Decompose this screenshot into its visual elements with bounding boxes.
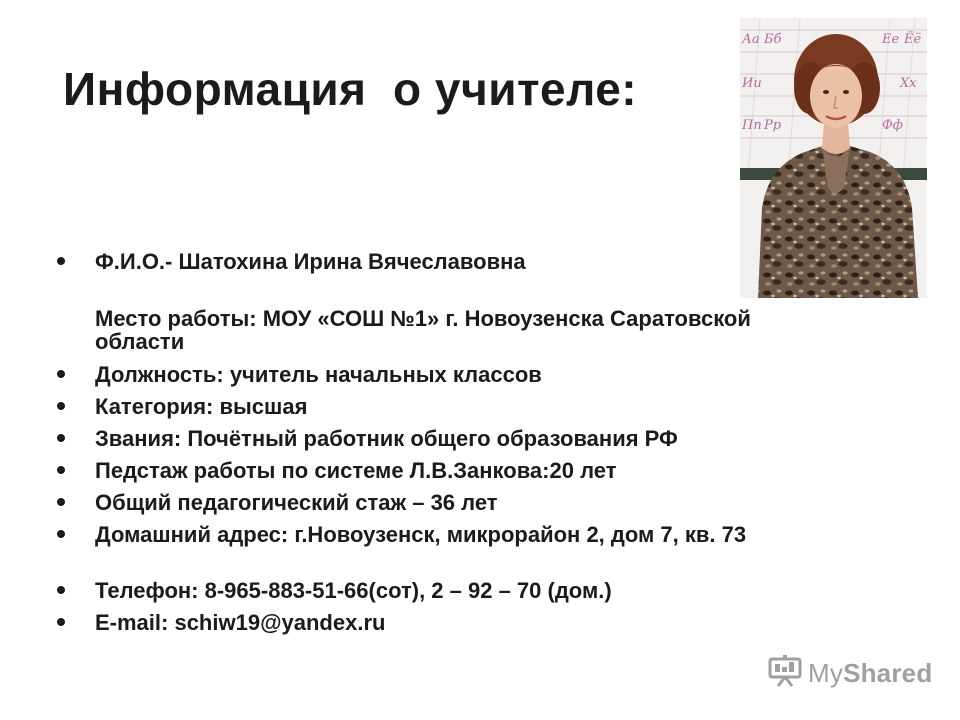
list-item-text: Ф.И.О.- Шатохина Ирина Вячеславовна bbox=[95, 249, 526, 274]
list-item bbox=[95, 250, 895, 273]
bullet bbox=[57, 434, 65, 442]
list-item-text: Звания: Почётный работник общего образования РФ bbox=[95, 426, 678, 451]
list-item-text: Общий педагогический стаж – 36 лет bbox=[95, 490, 498, 515]
list-item bbox=[95, 579, 895, 602]
slide-title: Информация о учителе: bbox=[63, 63, 638, 115]
list-item bbox=[95, 459, 895, 482]
bullet bbox=[57, 530, 65, 538]
bullet bbox=[57, 586, 65, 594]
list-item bbox=[95, 427, 895, 450]
board-letter: Бб bbox=[764, 32, 782, 47]
watermark-text-prefix: My bbox=[808, 657, 844, 688]
list-item-text: Должность: учитель начальных классов bbox=[95, 362, 542, 387]
bullet bbox=[57, 402, 65, 410]
list-item bbox=[95, 523, 895, 546]
bullet bbox=[57, 370, 65, 378]
board-letter: Фф bbox=[882, 118, 903, 133]
list-item bbox=[95, 363, 895, 386]
myshared-watermark bbox=[768, 656, 932, 690]
list-item-text: E-mail: schiw19@yandex.ru bbox=[95, 610, 386, 635]
list-item bbox=[95, 611, 895, 634]
list-item bbox=[95, 307, 795, 353]
board-letter: Рр bbox=[764, 118, 782, 133]
bullet bbox=[57, 466, 65, 474]
watermark-text-suffix: Shared bbox=[843, 657, 933, 688]
bullet bbox=[57, 257, 65, 265]
list-item-text: Место работы: МОУ «СОШ №1» г. Новоузенска Саратовской области bbox=[95, 306, 751, 354]
bullet bbox=[57, 618, 65, 626]
list-item bbox=[95, 491, 895, 514]
list-item bbox=[95, 395, 895, 418]
board-letter: Аа bbox=[742, 32, 760, 47]
watermark-text bbox=[808, 658, 932, 689]
list-item-text: Категория: высшая bbox=[95, 394, 308, 419]
presentation-board-icon bbox=[768, 655, 802, 692]
bullet bbox=[57, 498, 65, 506]
list-item-text: Телефон: 8-965-883-51-66(сот), 2 – 92 – 70 (дом.) bbox=[95, 578, 612, 603]
board-letter: Ии bbox=[742, 76, 762, 91]
board-letter: Пп bbox=[742, 118, 762, 133]
board-letter: Хх bbox=[900, 76, 917, 91]
board-letter: Ёё bbox=[904, 32, 922, 47]
board-letter: Ее bbox=[882, 32, 900, 47]
list-item-text: Педстаж работы по системе Л.В.Занкова:20 лет bbox=[95, 458, 617, 483]
list-item-text: Домашний адрес: г.Новоузенск, микрорайон 2, дом 7, кв. 73 bbox=[95, 522, 747, 547]
